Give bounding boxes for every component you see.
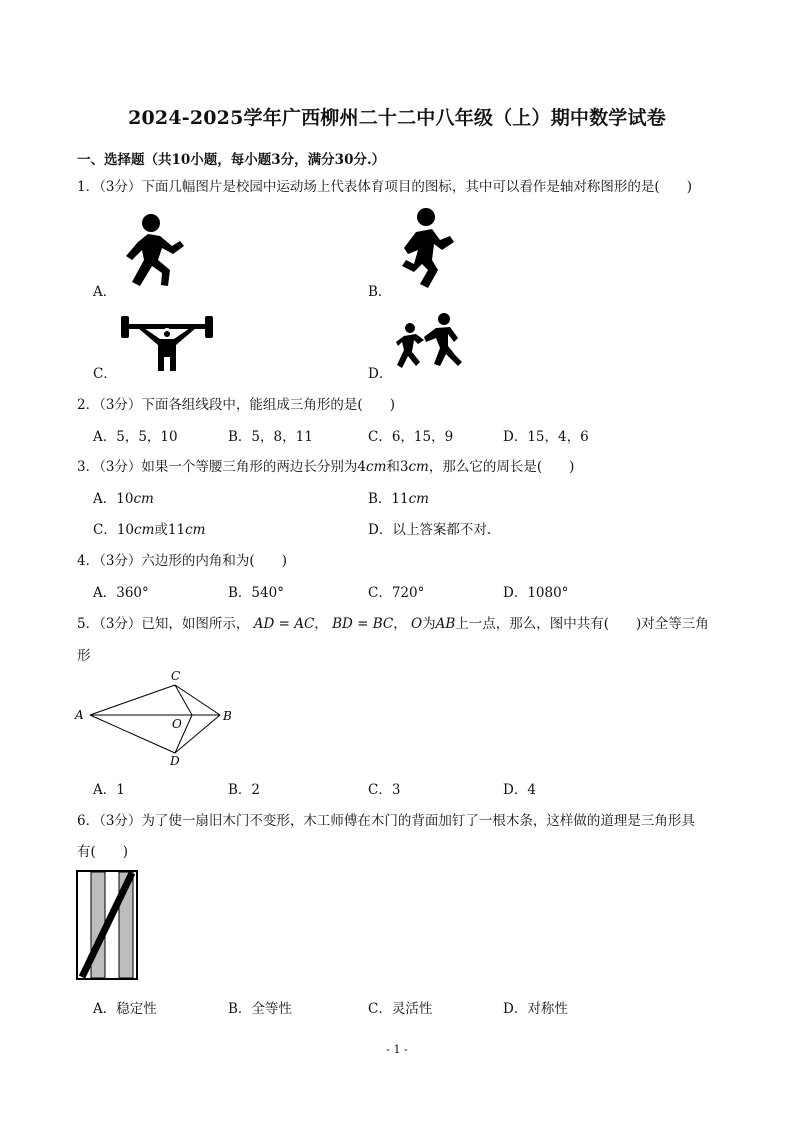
relay-runners-icon [396, 312, 466, 372]
door-figure [76, 870, 140, 982]
q3-option-a: A．10cm [93, 491, 154, 507]
runner-icon [392, 206, 462, 291]
point-d-label: D [170, 754, 180, 768]
question-3-stem: 3．（3分）如果一个等腰三角形的两边长分别为4cm和3cm，那么它的周长是( ) [77, 459, 575, 475]
q4-option-a: A．360° [93, 585, 149, 601]
q4-option-c: C．720° [368, 585, 425, 601]
q6-option-a: A．稳定性 [93, 1001, 157, 1017]
q1-option-a-label: A． [93, 284, 117, 300]
question-4-stem: 4．（3分）六边形的内角和为( ) [77, 553, 287, 569]
question-6-stem: 6．（3分）为了使一扇旧木门不变形，木工师傅在木门的背面加钉了一根木条，这样做的道理是三角形具 [77, 813, 695, 829]
point-c-label: C [171, 669, 181, 683]
geometry-figure-q5 [70, 665, 240, 770]
question-5-stem: 5．（3分）已知，如图所示， AD = AC， BD = BC， O为AB上一点，那么，图中共有( )对全等三角 [77, 616, 709, 632]
q1-option-c-label: C． [93, 366, 117, 382]
segment-ac [90, 685, 175, 715]
q5-option-a: A．1 [93, 782, 125, 798]
weightlifter-icon [118, 315, 218, 375]
q4-option-d: D．1080° [503, 585, 569, 601]
q2-option-d: D．15，4，6 [503, 429, 589, 445]
segment-cb [175, 685, 220, 715]
q6-option-c: C．灵活性 [368, 1001, 433, 1017]
point-b-label: B [223, 709, 232, 723]
q1-option-b-label: B． [368, 284, 392, 300]
segment-ad [90, 715, 175, 753]
q2-option-b: B．5，8，11 [228, 429, 313, 445]
segment-co [175, 685, 192, 715]
boxer-icon [118, 210, 193, 290]
section-heading: 一、选择题（共10小题，每小题3分，满分30分.） [77, 152, 386, 168]
q3-option-d: D．以上答案都不对. [368, 522, 492, 538]
point-a-label: A [75, 708, 84, 722]
point-o-label: O [172, 717, 182, 731]
q2-option-a: A．5，5，10 [93, 429, 178, 445]
question-5-stem-cont: 形 [77, 648, 91, 664]
q3-option-b: B．11cm [368, 491, 429, 507]
q6-option-b: B．全等性 [228, 1001, 292, 1017]
q3-option-c: C．10cm或11cm [93, 522, 206, 538]
question-2-stem: 2．（3分）下面各组线段中，能组成三角形的是( ) [77, 397, 395, 413]
q5-option-c: C．3 [368, 782, 401, 798]
page-number: - 1 - [386, 1043, 408, 1056]
q5-option-d: D．4 [503, 782, 536, 798]
question-6-stem-cont: 有( ) [77, 844, 129, 860]
q4-option-b: B．540° [228, 585, 284, 601]
q5-option-b: B．2 [228, 782, 261, 798]
q6-option-d: D．对称性 [503, 1001, 568, 1017]
q1-option-d-label: D． [368, 366, 393, 382]
question-1-stem: 1．（3分）下面几幅图片是校园中运动场上代表体育项目的图标，其中可以看作是轴对称图形的是( ) [77, 179, 692, 195]
q2-option-c: C．6，15，9 [368, 429, 454, 445]
page-title: 2024-2025学年广西柳州二十二中八年级（上）期中数学试卷 [128, 107, 666, 129]
